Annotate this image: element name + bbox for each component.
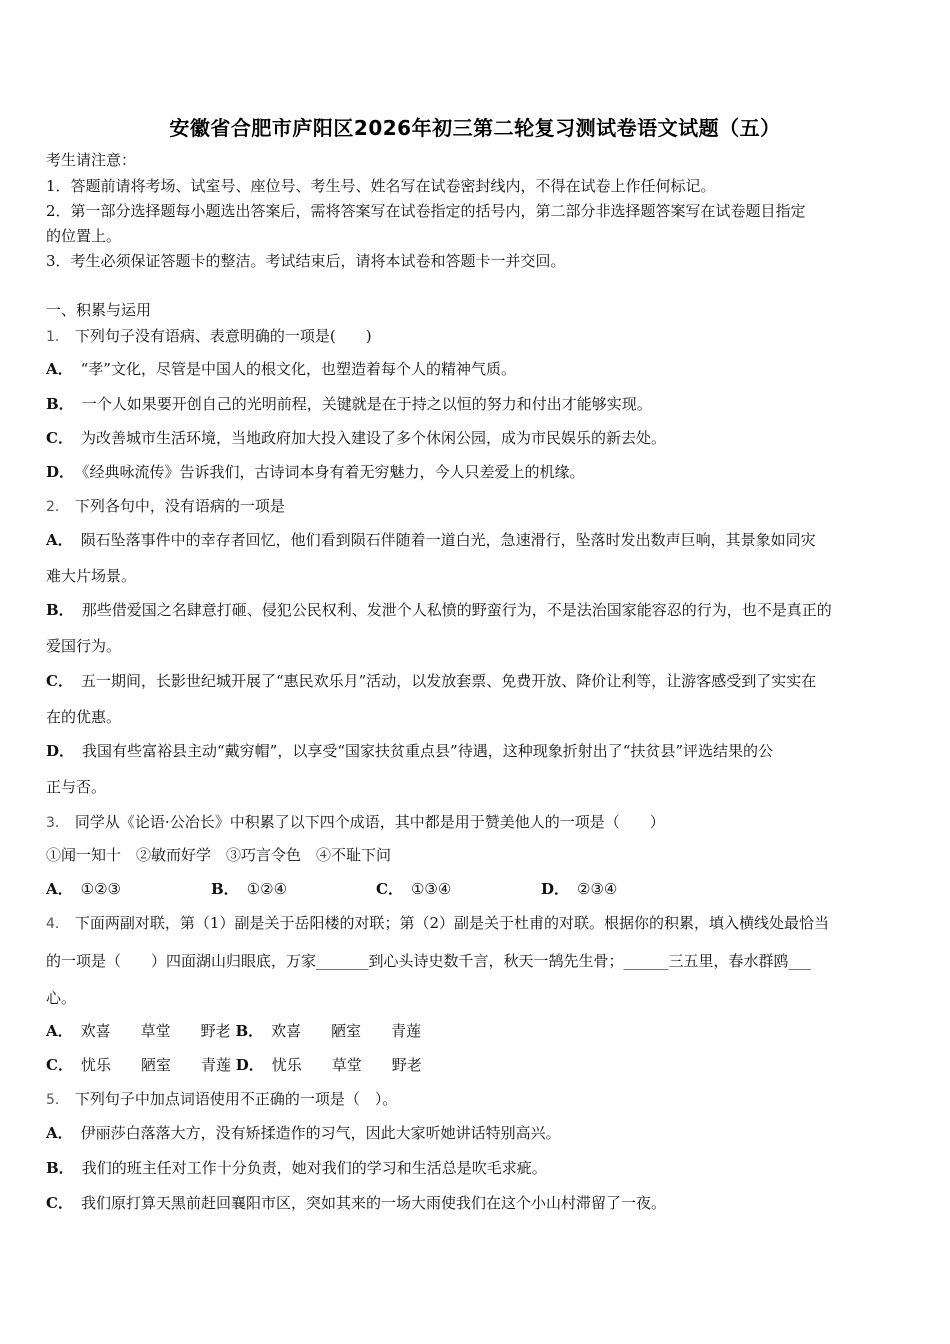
question-text: 同学从《论语·公冶长》中积累了以下四个成语，其中都是用于赞美他人的一项是（ ） (74, 813, 665, 831)
question-text: 下列句子中加点词语使用不正确的一项是（ ）。 (74, 1090, 398, 1108)
option-label: B． (211, 880, 239, 898)
option-label: D． (46, 463, 75, 481)
question-4-option-a[interactable] (46, 1021, 231, 1041)
question-4-options-row-1 (46, 1021, 908, 1041)
question-4-stem-cont: 的一项是（ ）四面湖山归眼底，万家_______到心头诗史数千言，秋天一鹄先生骨；______三五里，春水群鸥___ (46, 952, 812, 970)
option-label: C． (46, 1194, 73, 1212)
option-label: D． (46, 742, 75, 760)
option-text: ①②③ (80, 880, 121, 898)
option-text: 为改善城市生活环境，当地政府加大投入建设了多个休闲公园，成为市民娱乐的新去处。 (80, 429, 666, 447)
section-heading: 一、积累与运用 (46, 301, 152, 319)
question-3-option-a[interactable] (46, 879, 211, 899)
option-text: 我们的班主任对工作十分负责，她对我们的学习和生活总是吹毛求疵。 (81, 1159, 547, 1177)
notice-item-1: 1．答题前请将考场、试室号、座位号、考生号、姓名写在试卷密封线内，不得在试卷上作任何标记。 (46, 177, 716, 195)
option-label: B． (235, 1022, 264, 1040)
notice-item-3: 3．考生必须保证答题卡的整洁。考试结束后，请将本试卷和答题卡一并交回。 (46, 252, 566, 270)
question-5-stem (46, 1089, 908, 1110)
question-2-option-d-cont: 正与否。 (46, 778, 107, 796)
option-text: 五一期间，长影世纪城开展了“惠民欢乐月”活动，以发放套票、免费开放、降价让利等，让游客感受到了实实在 (80, 672, 817, 690)
option-text: 我们原打算天黑前赶回襄阳市区，突如其来的一场大雨使我们在这个小山村滞留了一夜。 (80, 1194, 666, 1212)
question-2-option-d[interactable] (46, 741, 908, 761)
option-label: B． (46, 1159, 74, 1177)
question-number: 4． (46, 916, 69, 932)
question-number: 2． (46, 499, 69, 515)
question-2-stem (46, 496, 908, 517)
option-text: 忧乐 草堂 野老 (271, 1056, 422, 1074)
question-5-option-c[interactable] (46, 1193, 908, 1213)
question-1-stem (46, 326, 908, 347)
question-4-option-b[interactable] (235, 1021, 421, 1041)
question-3-idioms: ①闻一知十 ②敏而好学 ③巧言令色 ④不耻下问 (46, 846, 392, 864)
option-text: 我国有些富裕县主动“戴穷帽”，以享受“国家扶贫重点县”待遇，这种现象折射出了“扶贫县”评选结果的公 (82, 742, 774, 760)
question-4-option-d[interactable] (236, 1055, 422, 1075)
question-3-option-c[interactable] (376, 879, 541, 899)
option-label: A． (46, 1124, 73, 1142)
option-text: 欢喜 草堂 野老 (80, 1022, 231, 1040)
question-text: 下列句子没有语病、表意明确的一项是( ) (74, 327, 372, 345)
option-text: 欢喜 陋室 青莲 (271, 1022, 422, 1040)
question-4-option-c[interactable] (46, 1055, 231, 1075)
question-2-option-b[interactable] (46, 600, 908, 620)
option-label: C． (46, 1056, 73, 1074)
question-2-option-a[interactable] (46, 530, 908, 550)
option-label: D． (235, 1056, 264, 1074)
question-text: 下面两副对联，第（1）副是关于岳阳楼的对联；第（2）副是关于杜甫的对联。根据你的积累，填入横线处最恰当 (74, 914, 830, 932)
option-text: 忧乐 陋室 青莲 (80, 1056, 231, 1074)
question-5-option-b[interactable] (46, 1158, 908, 1178)
option-label: A． (46, 880, 73, 898)
option-text: ①②④ (246, 880, 288, 898)
question-5-option-a[interactable] (46, 1123, 908, 1143)
notice-item-2: 2．第一部分选择题每小题选出答案后，需将答案写在试卷指定的括号内，第二部分非选择题答案写在试卷题目指定 (46, 202, 806, 220)
option-text: 一个人如果要开创自己的光明前程，关键就是在于持之以恒的努力和付出才能够实现。 (81, 395, 652, 413)
question-number: 3． (46, 815, 69, 831)
option-text: ①③④ (410, 880, 452, 898)
option-label: C． (46, 672, 73, 690)
option-text: 那些借爱国之名肆意打砸、侵犯公民权利、发泄个人私愤的野蛮行为，不是法治国家能容忍的行为，也不是真正的 (81, 601, 832, 619)
question-number: 5． (46, 1092, 69, 1108)
question-3-option-d[interactable] (541, 879, 617, 899)
option-text: 伊丽莎白落落大方，没有矫揉造作的习气，因此大家听她讲话特别高兴。 (80, 1124, 561, 1142)
question-2-option-c-cont: 在的优惠。 (46, 708, 122, 726)
question-text: 下列各句中，没有语病的一项是 (74, 497, 285, 515)
question-2-option-c[interactable] (46, 671, 908, 691)
option-label: B． (46, 395, 74, 413)
option-label: A． (46, 531, 73, 549)
question-4-stem-end: 心。 (46, 989, 77, 1007)
option-label: B． (46, 601, 74, 619)
question-1-option-a[interactable] (46, 359, 908, 379)
option-label: A． (46, 360, 73, 378)
option-label: C． (46, 429, 73, 447)
option-text: ②③④ (577, 880, 618, 898)
question-1-option-d[interactable] (46, 462, 908, 482)
question-3-stem (46, 812, 908, 833)
notice-item-2-cont: 的位置上。 (46, 227, 122, 245)
question-4-options-row-2 (46, 1055, 908, 1075)
option-label: C． (376, 880, 403, 898)
question-1-option-b[interactable] (46, 394, 908, 414)
page-title: 安徽省合肥市庐阳区2026年初三第二轮复习测试卷语文试题（五） (169, 116, 781, 140)
question-1-option-c[interactable] (46, 428, 908, 448)
question-number: 1． (46, 329, 69, 345)
question-4-stem (46, 913, 908, 934)
question-2-option-a-cont: 难大片场景。 (46, 567, 137, 585)
option-label: D． (541, 880, 570, 898)
notice-heading: 考生请注意： (46, 151, 137, 169)
option-text: 陨石坠落事件中的幸存者回忆，他们看到陨石伴随着一道白光，急速滑行，坠落时发出数声巨响，其景象如同灾 (80, 531, 816, 549)
question-3-option-b[interactable] (211, 879, 376, 899)
option-text: “孝”文化，尽管是中国人的根文化，也塑造着每个人的精神气质。 (80, 360, 516, 378)
question-3-options (46, 879, 908, 899)
option-text: 《经典咏流传》告诉我们，古诗词本身有着无穷魅力，今人只差爱上的机缘。 (82, 463, 585, 481)
option-label: A． (46, 1022, 73, 1040)
question-2-option-b-cont: 爱国行为。 (46, 637, 122, 655)
